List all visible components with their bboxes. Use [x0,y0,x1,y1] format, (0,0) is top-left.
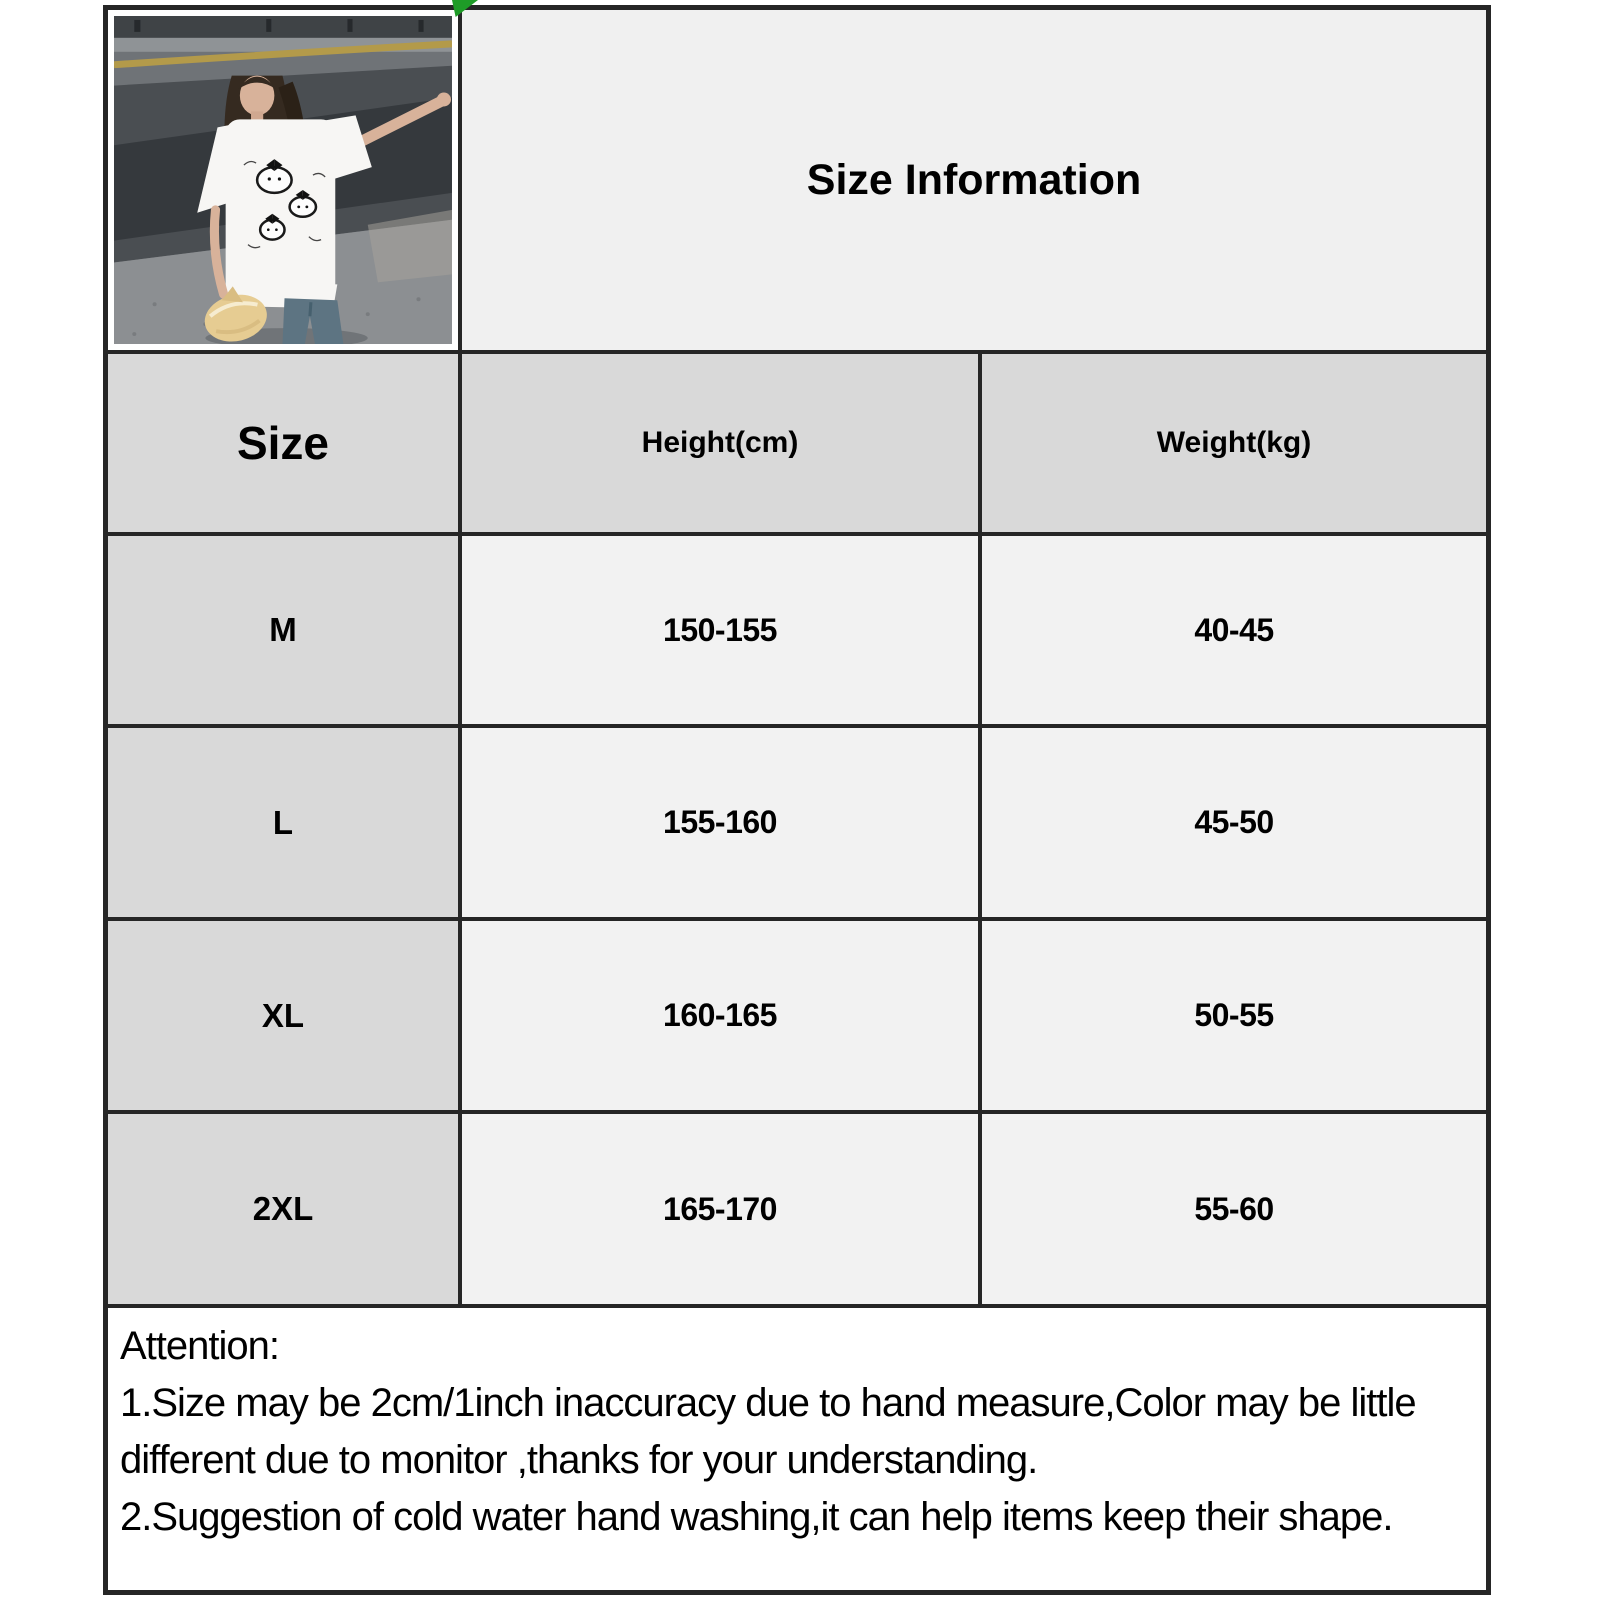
page-title: Size Information [806,155,1142,204]
weight-cell-l: 45-50 [982,728,1486,917]
column-header-size: Size [108,354,458,532]
weight-cell-2xl: 55-60 [982,1114,1486,1304]
model-photo-illustration [114,16,452,344]
height-cell-m: 150-155 [462,536,978,724]
size-cell-xl: XL [108,921,458,1110]
height-cell-l: 155-160 [462,728,978,917]
weight-cell-m: 40-45 [982,536,1486,724]
size-chart-table [103,5,1491,1595]
attention-note [108,1308,1486,1590]
title-cell [462,10,1486,350]
attention-line-3: 2.Suggestion of cold water hand washing,it can help items keep their shape. [120,1495,1393,1539]
height-cell-2xl: 165-170 [462,1114,978,1304]
attention-line-2: different due to monitor ,thanks for your understanding. [120,1438,1038,1482]
column-header-height: Height(cm) [462,354,978,532]
attention-line-1: 1.Size may be 2cm/1inch inaccuracy due to hand measure,Color may be little [120,1381,1416,1425]
size-cell-m: M [108,536,458,724]
height-cell-xl: 160-165 [462,921,978,1110]
attention-heading: Attention: [120,1324,280,1368]
weight-cell-xl: 50-55 [982,921,1486,1110]
product-photo [108,10,458,350]
size-cell-l: L [108,728,458,917]
column-header-weight: Weight(kg) [982,354,1486,532]
size-cell-2xl: 2XL [108,1114,458,1304]
